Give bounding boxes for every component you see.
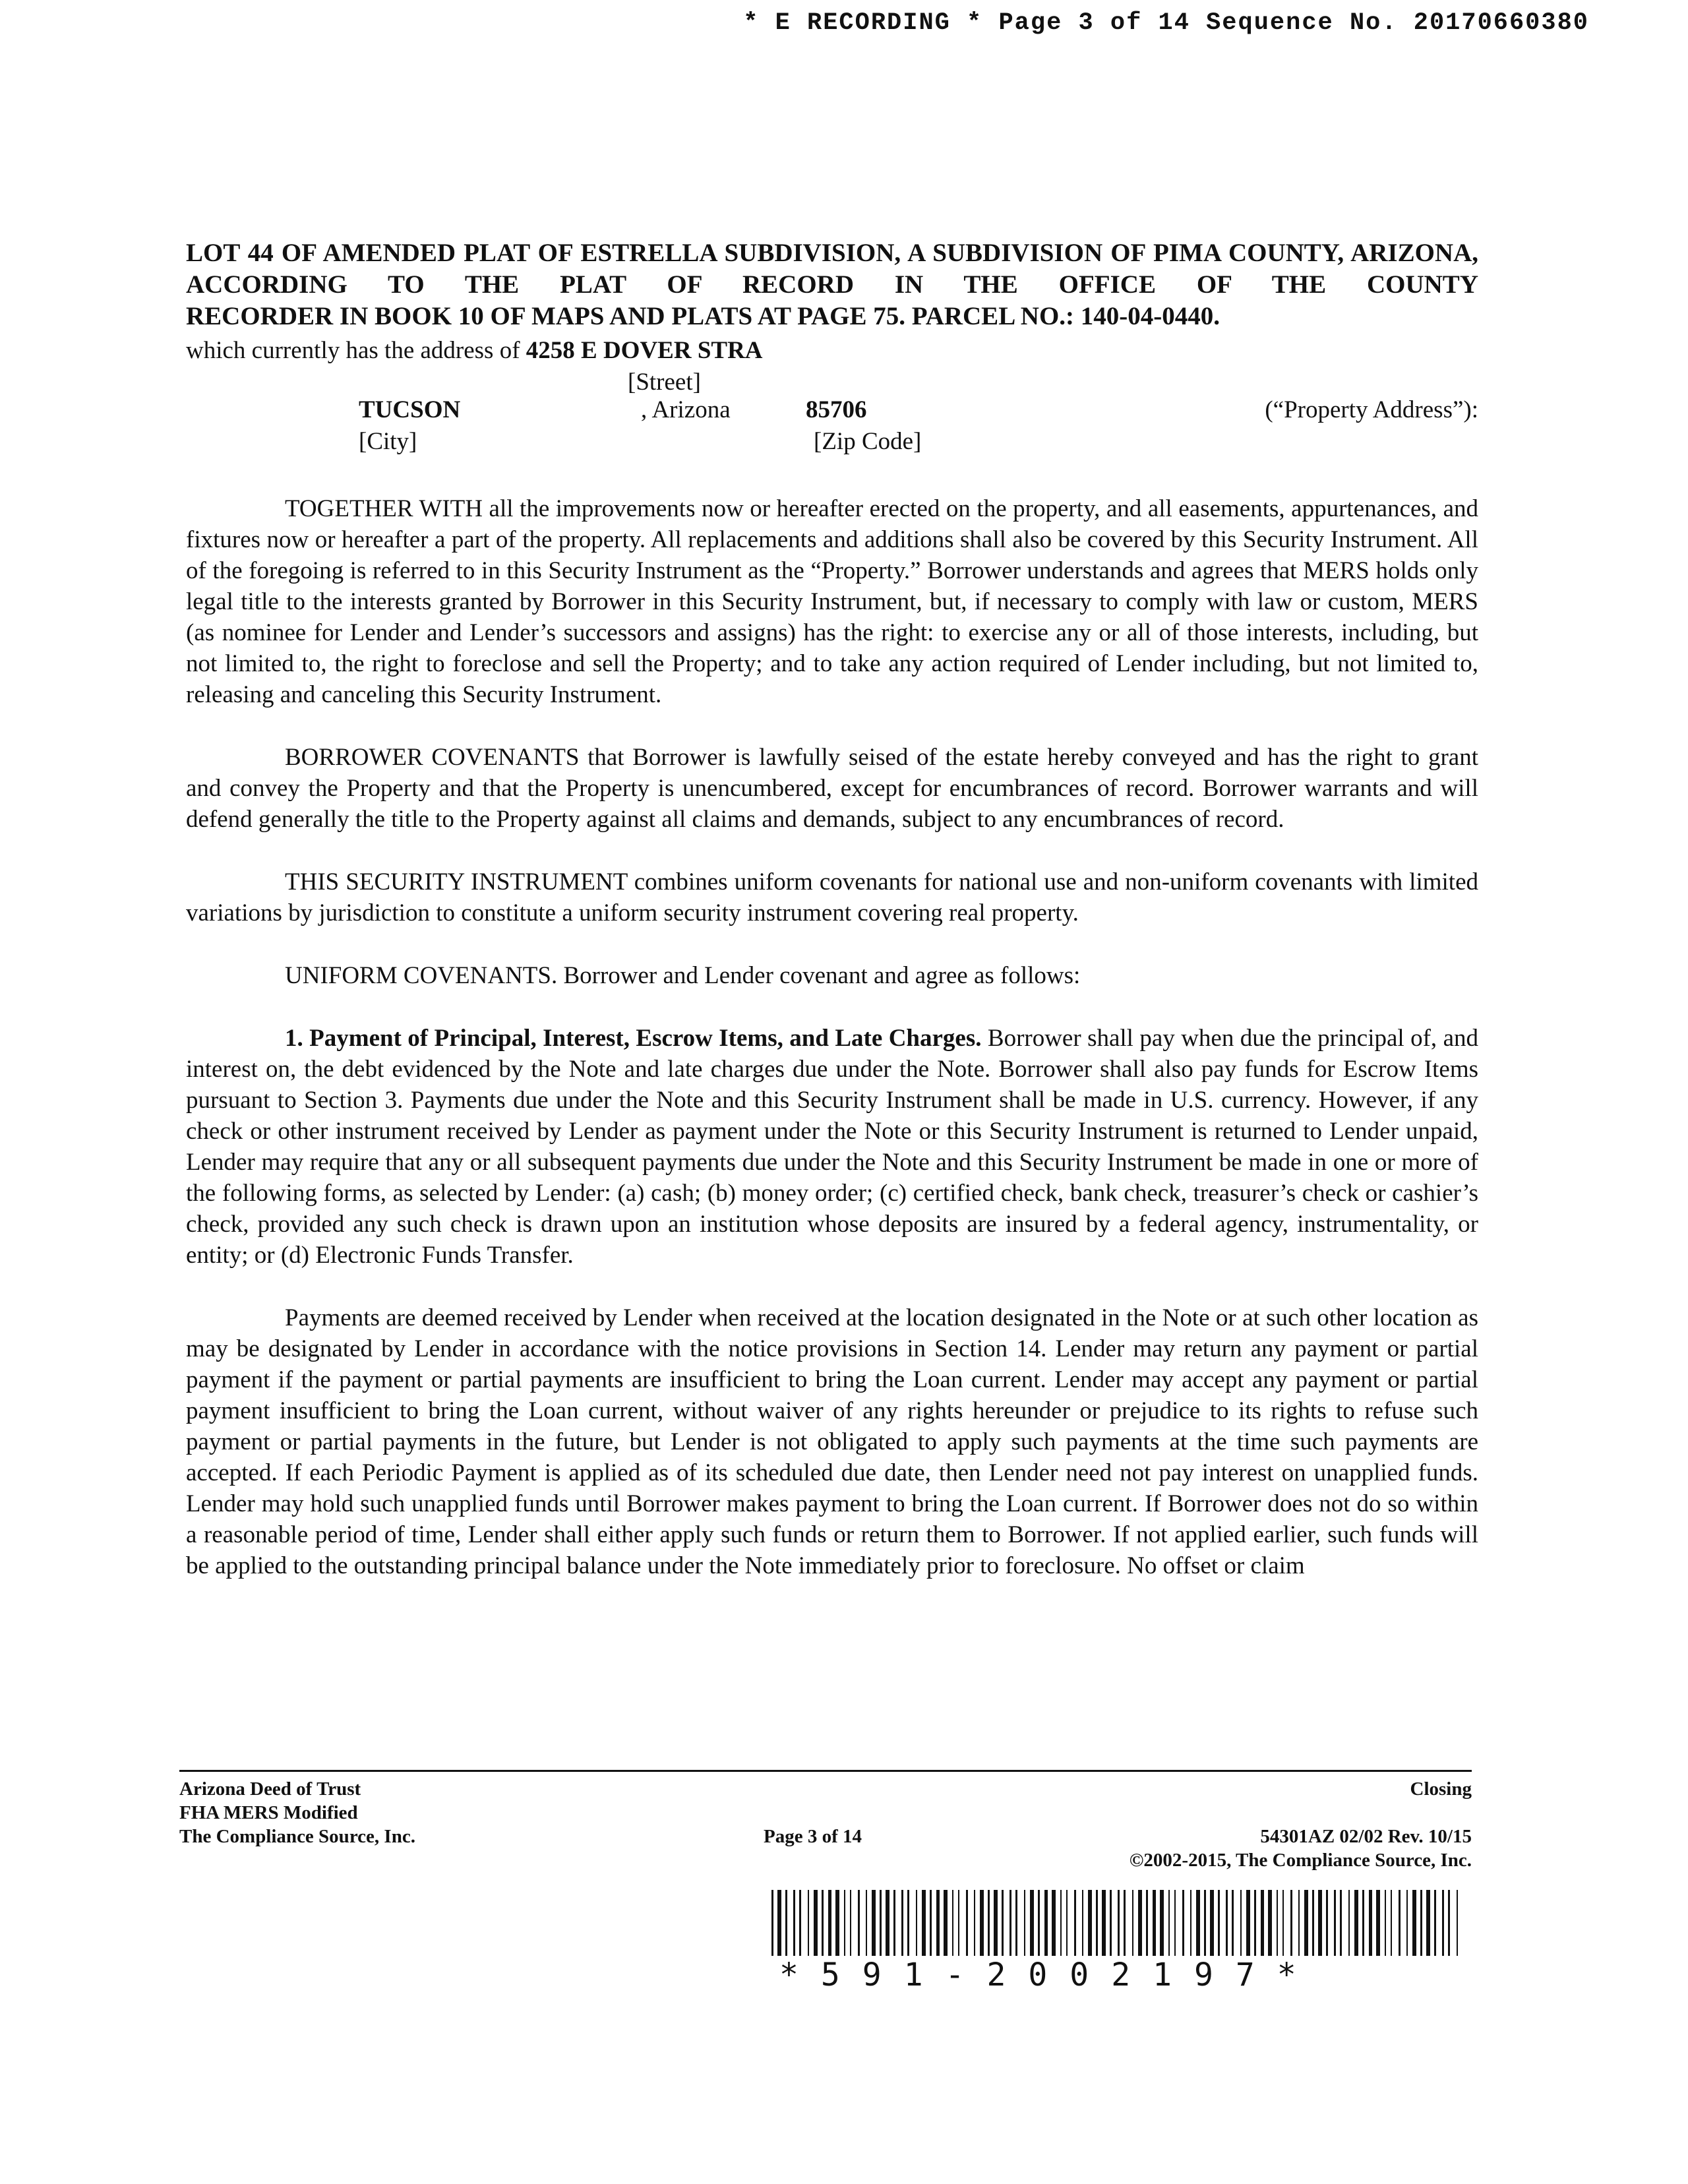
section1-body: Borrower shall pay when due the principal of, and interest on, the debt evidenced by the Note and late charges due under the Note. Borrower shall also pay funds for Escrow Items pursuant to Section 3. Payments due under the Note and this Security Instrument shall be made in U.S. currency. However, if any check or other instrument received by Lender as payment under the Note or this Security Instrument is returned to Lender unpaid, Lender may require that any or all subsequent payments due under the Note and this Security Instrument be made in one or more of the following forms, as selected by Lender: (a) cash; (b) money order; (c) certified check, bank check, treasurer’s check or cashier’s check, provided any such check is drawn upon an institution whose deposits are insured by a federal agency, instrumentality, or entity; or (d) Electronic Funds Transfer. — [186, 1025, 1478, 1269]
address-zip: 85706 — [806, 396, 867, 423]
address-state: , Arizona — [641, 396, 731, 423]
property-address-block — [186, 332, 1478, 477]
zip-label: [Zip Code] — [814, 428, 922, 455]
uniform-covenants-paragraph: UNIFORM COVENANTS. Borrower and Lender covenant and agree as follows: — [285, 962, 1081, 989]
payments-paragraph: Payments are deemed received by Lender when received at the location designated in the Note or at such other location as may be designated by Lender in accordance with the notice provisions in Section 14. Lender may return any payment or partial payment if the payment or partial payments are insufficient to bring the Loan current. Lender may accept any payment or partial payment insufficient to bring the Loan current, without waiver of any rights hereunder or prejudice to its rights to refuse such payment or partial payments in the future, but Lender is not obligated to apply such payments at the time such payments are accepted. If each Periodic Payment is applied as of its scheduled due date, then Lender need not pay interest on unapplied funds. Lender may hold such unapplied funds until Borrower makes payment to bring the Loan current. If Borrower does not do so within a reasonable period of time, Lender shall either apply such funds or return them to Borrower. If not applied earlier, such funds will be applied to the outstanding principal balance under the Note immediately prior to foreclosure. No offset or claim — [186, 1304, 1478, 1579]
footer-form-title: Arizona Deed of Trust — [179, 1778, 361, 1800]
footer-form-code: 54301AZ 02/02 Rev. 10/15 — [1260, 1826, 1472, 1847]
address-intro: which currently has the address of 4258 E DOVER STRA — [186, 337, 763, 364]
barcode — [771, 1890, 1464, 1993]
together-paragraph: TOGETHER WITH all the improvements now or hereafter erected on the property, and all easements, appurtenances, and fixtures now or hereafter a part of the property. All replacements and additions shall also be covered by this Security Instrument. All of the foregoing is referred to in this Security Instrument as the “Property.” Borrower understands and agrees that MERS holds only legal title to the interests granted by Borrower in this Security Instrument, but, if necessary to comply with law or custom, MERS (as nominee for Lender and Lender’s successors and assigns) has the right: to exercise any or all of those interests, including, but not limited to, the right to foreclose and sell the Property; and to take any action required of Lender including, but not limited to, releasing and canceling this Security Instrument. — [186, 495, 1478, 708]
document-body — [186, 237, 1478, 1581]
borrower-covenants-paragraph: BORROWER COVENANTS that Borrower is lawfully seised of the estate hereby conveyed and has the right to grant and convey the Property and that the Property is unencumbered, except for encumbrances of record. Borrower warrants and will defend generally the title to the Property against all claims and demands, subject to any encumbrances of record. — [186, 744, 1478, 833]
street-label: [Street] — [628, 369, 701, 396]
barcode-text: *591-2002197* — [779, 1957, 1319, 1993]
address-city: TUCSON — [359, 396, 461, 423]
footer-form-type: FHA MERS Modified — [179, 1802, 358, 1823]
page-footer — [179, 1770, 1472, 1871]
section1-heading: 1. Payment of Principal, Interest, Escrow Items, and Late Charges. — [285, 1025, 982, 1052]
section1-paragraph — [186, 1023, 1478, 1271]
address-street: 4258 E DOVER STRA — [526, 337, 763, 364]
barcode-bars — [771, 1890, 1464, 1956]
property-address-label: (“Property Address”): — [1265, 396, 1478, 423]
footer-page-number: Page 3 of 14 — [764, 1826, 862, 1847]
footer-closing: Closing — [1410, 1778, 1472, 1800]
footer-publisher: The Compliance Source, Inc. — [179, 1826, 415, 1847]
recording-stamp: * E RECORDING * Page 3 of 14 Sequence No. 20170660380 — [743, 9, 1589, 37]
legal-description — [186, 237, 1478, 332]
city-label: [City] — [359, 428, 417, 455]
this-security-instrument-paragraph: THIS SECURITY INSTRUMENT combines uniform covenants for national use and non-uniform covenants with limited variations by jurisdiction to constitute a uniform security instrument covering real property. — [186, 868, 1478, 926]
legal-description-line1: LOT 44 OF AMENDED PLAT OF ESTRELLA SUBDIVISION, A SUBDIVISION OF PIMA COUNTY, ARIZONA, ACCORDING TO THE PLAT OF RECORD IN THE OFFICE OF THE COUNTY — [186, 239, 1478, 299]
footer-copyright: ©2002-2015, The Compliance Source, Inc. — [1129, 1850, 1472, 1871]
legal-description-line2: RECORDER IN BOOK 10 OF MAPS AND PLATS AT PAGE 75. PARCEL NO.: 140-04-0440. — [186, 302, 1221, 330]
